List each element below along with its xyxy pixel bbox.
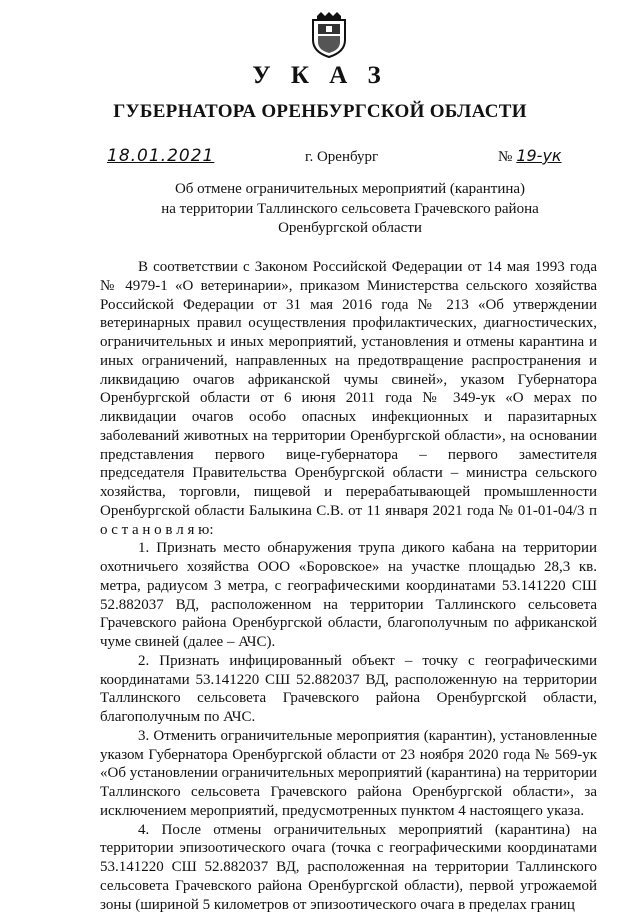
document-type-title: У К А З: [0, 62, 640, 90]
number-label: №: [498, 149, 512, 165]
issuer-title: ГУБЕРНАТОРА ОРЕНБУРГСКОЙ ОБЛАСТИ: [0, 101, 640, 123]
decree-subject: [100, 180, 600, 239]
subject-line: Об отмене ограничительных мероприятий (карантина): [100, 180, 600, 200]
clause-3: 3. Отменить ограничительные мероприятия (карантин), установленные указом Губернатора Оренбургской области от 23 ноября 2020 года № 569-ук «Об установлении ограничительных мероприятий (карантина) на территории Таллинского сельсовета Грачевского района Оренбургской области», за исключением мероприятий, предусмотренных пунктом 4 настоящего указа.: [100, 727, 597, 821]
decree-date: 18.01.2021: [107, 146, 214, 166]
decree-city: г. Оренбург: [305, 149, 378, 166]
number-value: 19-ук: [516, 146, 561, 165]
decree-body: [100, 258, 597, 914]
coat-of-arms-icon: [309, 12, 349, 58]
clause-2: 2. Признать инфицированный объект – точку с географическими координатами 53.141220 СШ 52.882037 ВД, расположенную на территории Таллинского сельсовета Грачевского района Оренбургской области, благополучным по АЧС.: [100, 652, 597, 727]
decree-number: [498, 146, 562, 166]
clause-1: 1. Признать место обнаружения трупа дикого кабана на территории охотничьего хозяйства ООО «Боровское» на участке площадью 28,3 кв. метра, радиусом 3 метра, с географическими координатами 53.141220 СШ 52.882037 ВД, расположенном на территории Таллинского сельсовета Грачевского района Оренбургской области, благополучным по африканской чуме свиней (далее – АЧС).: [100, 539, 597, 652]
subject-line: на территории Таллинского сельсовета Грачевского района: [100, 200, 600, 220]
subject-line: Оренбургской области: [100, 219, 600, 239]
clause-4: 4. После отмены ограничительных мероприятий (карантина) на территории эпизоотического очага (точка с географическими координатами 53.141220 СШ 52.882037 ВД, расположенная на территории Таллинского сельсовета Грачевского района Оренбургской области), первой угрожаемой зоны (шириной 5 километров от эпизоотического очага в пределах границ: [100, 821, 597, 914]
preamble-paragraph: В соответствии с Законом Российской Федерации от 14 мая 1993 года № 4979-1 «О ветеринарии», приказом Министерства сельского хозяйства Российской Федерации от 31 мая 2016 года № 213 «Об утверждении ветеринарных правил осуществления профилактических, диагностических, ограничительных и иных мероприятий, установления и отмены карантина и иных ограничений, направленных на предотвращение распространения и ликвидацию очагов африканской чумы свиней», указом Губернатора Оренбургской области от 6 июня 2011 года № 349-ук «О мерах по ликвидации очагов особо опасных инфекционных и паразитарных заболеваний животных на территории Оренбургской области», на основании представления первого вице-губернатора – первого заместителя председателя Правительства Оренбургской области – министра сельского хозяйства, торговли, пищевой и перерабатывающей промышленности Оренбургской области Балыкина С.В. от 11 января 2021 года № 01-01-04/3 п о с т а н о в л я ю:: [100, 258, 597, 539]
